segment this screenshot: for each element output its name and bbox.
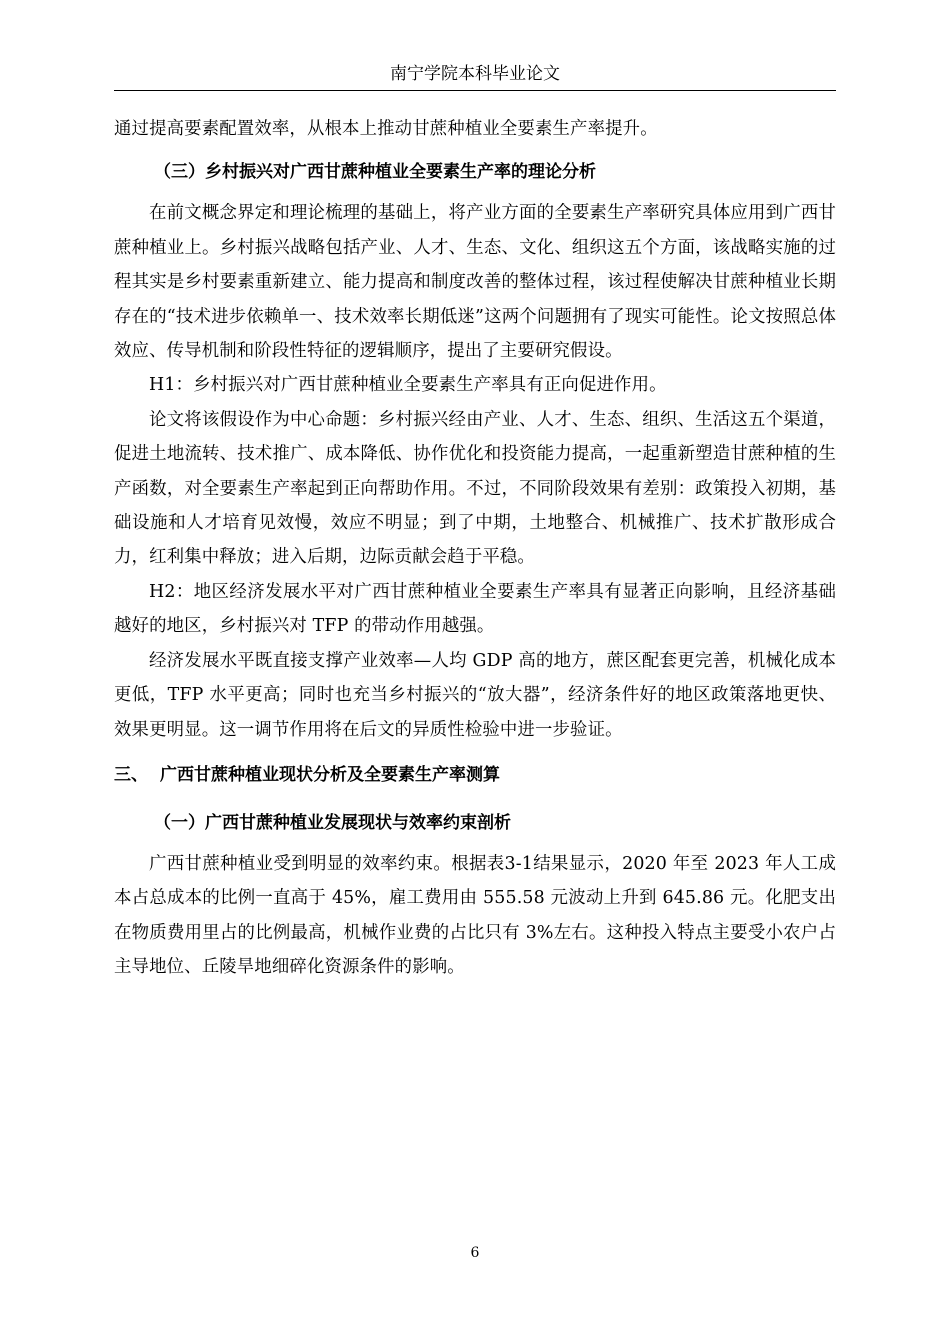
paragraph-continuation: 通过提高要素配置效率，从根本上推动甘蔗种植业全要素生产率提升。 bbox=[114, 119, 658, 139]
page-header bbox=[114, 60, 836, 91]
paragraph-h2-explanation: 经济发展水平既直接支撑产业效率—人均 GDP 高的地方，蔗区配套更完善，机械化成本更低，TFP 水平更高；同时也充当乡村振兴的“放大器”，经济条件好的地区政策落地更快、效果更明显。这一调节作用将在后文的异质性检验中进一步验证。 bbox=[114, 650, 836, 740]
page-number: 6 bbox=[470, 1245, 480, 1261]
section-title: 广西甘蔗种植业现状分析及全要素生产率测算 bbox=[160, 764, 500, 785]
hypothesis-h2: H2：地区经济发展水平对广西甘蔗种植业全要素生产率具有显著正向影响，且经济基础越好的地区，乡村振兴对 TFP 的带动作用越强。 bbox=[114, 581, 836, 637]
subsection-heading-1: （一）广西甘蔗种植业发展现状与效率约束剖析 bbox=[154, 812, 511, 833]
header-title: 南宁学院本科毕业论文 bbox=[390, 64, 560, 84]
section-heading bbox=[114, 753, 836, 797]
hypothesis-h1: H1：乡村振兴对广西甘蔗种植业全要素生产率具有正向促进作用。 bbox=[149, 375, 667, 396]
paragraph-status: 广西甘蔗种植业受到明显的效率约束。根据表3-1结果显示，2020 年至 2023 年人工成本占总成本的比例一直高于 45%，雇工费用由 555.58 元波动上升到 645.86 元。化肥支出在物质费用里占的比例最高，机械作业费的占比只有 3%左右。这种投入特点主要受小农户占主导地位、丘陵旱地细碎化资源条件的影响。 bbox=[114, 853, 836, 978]
paragraph-theory: 在前文概念界定和理论梳理的基础上，将产业方面的全要素生产率研究具体应用到广西甘蔗种植业上。乡村振兴战略包括产业、人才、生态、文化、组织这五个方面，该战略实施的过程其实是乡村要素重新建立、能力提高和制度改善的整体过程，该过程使解决甘蔗种植业长期存在的“技术进步依赖单一、技术效率长期低迷”这两个问题拥有了现实可能性。论文按照总体效应、传导机制和阶段性特征的逻辑顺序，提出了主要研究假设。 bbox=[114, 203, 836, 362]
section-number: 三、 bbox=[114, 764, 148, 785]
paragraph-h1-explanation: 论文将该假设作为中心命题：乡村振兴经由产业、人才、生态、组织、生活这五个渠道，促进土地流转、技术推广、成本降低、协作优化和投资能力提高，一起重新塑造甘蔗种植的生产函数，对全要素生产率起到正向帮助作用。不过，不同阶段效果有差别：政策投入初期，基础设施和人才培育见效慢，效应不明显；到了中期，土地整合、机械推广、技术扩散形成合力，红利集中释放；进入后期，边际贡献会趋于平稳。 bbox=[114, 409, 836, 568]
subsection-heading-3: （三）乡村振兴对广西甘蔗种植业全要素生产率的理论分析 bbox=[154, 162, 596, 183]
document-body bbox=[114, 112, 836, 985]
